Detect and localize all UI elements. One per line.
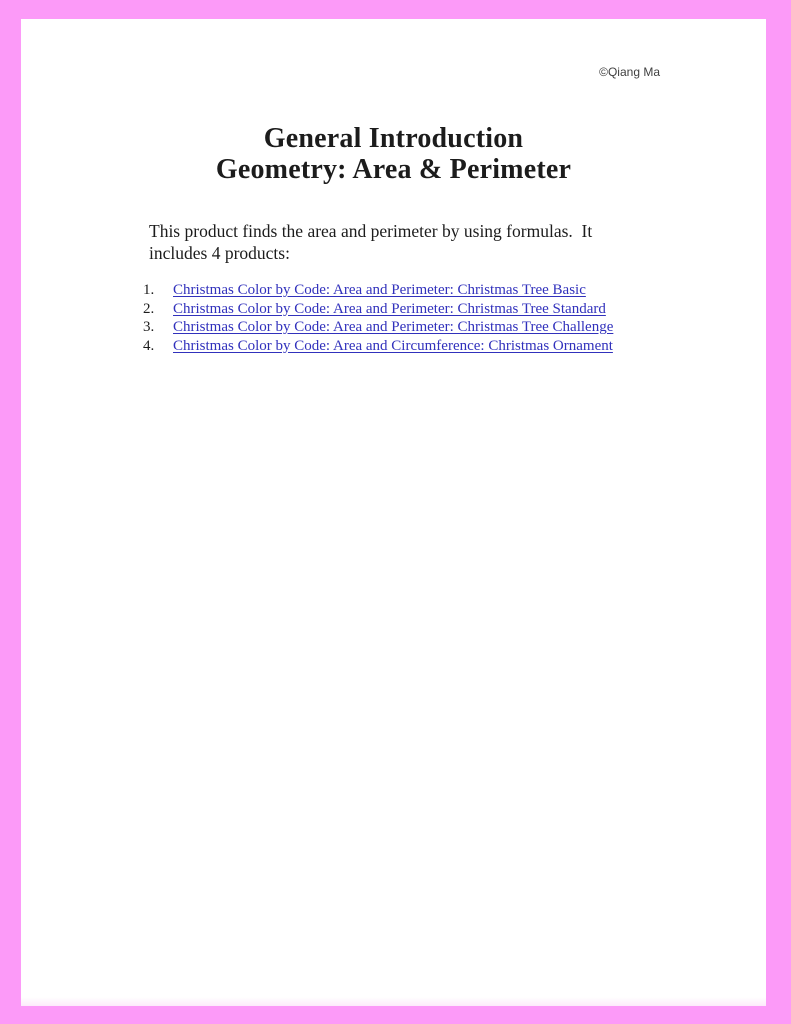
- product-list-item: [143, 337, 613, 356]
- product-list-item: [143, 300, 613, 319]
- page-title-line2: Geometry: Area & Perimeter: [215, 154, 572, 185]
- product-list-item: [143, 281, 613, 300]
- page-title-line1: General Introduction: [263, 123, 524, 154]
- list-number: 2.: [143, 300, 155, 317]
- list-number: 1.: [143, 282, 155, 298]
- product-list-item: [143, 318, 613, 337]
- product-link-ornament[interactable]: Christmas Color by Code: Area and Circumference: Christmas Ornament: [173, 337, 613, 354]
- intro-paragraph: [149, 220, 592, 264]
- product-list: [143, 281, 613, 355]
- copyright-text: ©Qiang Ma: [599, 65, 660, 79]
- document-page: [21, 19, 766, 1006]
- product-link-tree-challenge[interactable]: Christmas Color by Code: Area and Perimeter: Christmas Tree Challenge: [173, 319, 614, 335]
- list-number: 4.: [143, 337, 155, 354]
- intro-line1: This product finds the area and perimeter by using formulas. It: [149, 221, 593, 241]
- product-link-tree-standard[interactable]: Christmas Color by Code: Area and Perimeter: Christmas Tree Standard: [173, 300, 606, 317]
- page-title: [21, 123, 766, 185]
- intro-line2: includes 4 products:: [149, 243, 290, 263]
- list-number: 3.: [143, 319, 155, 335]
- product-link-tree-basic[interactable]: Christmas Color by Code: Area and Perimeter: Christmas Tree Basic: [173, 282, 586, 298]
